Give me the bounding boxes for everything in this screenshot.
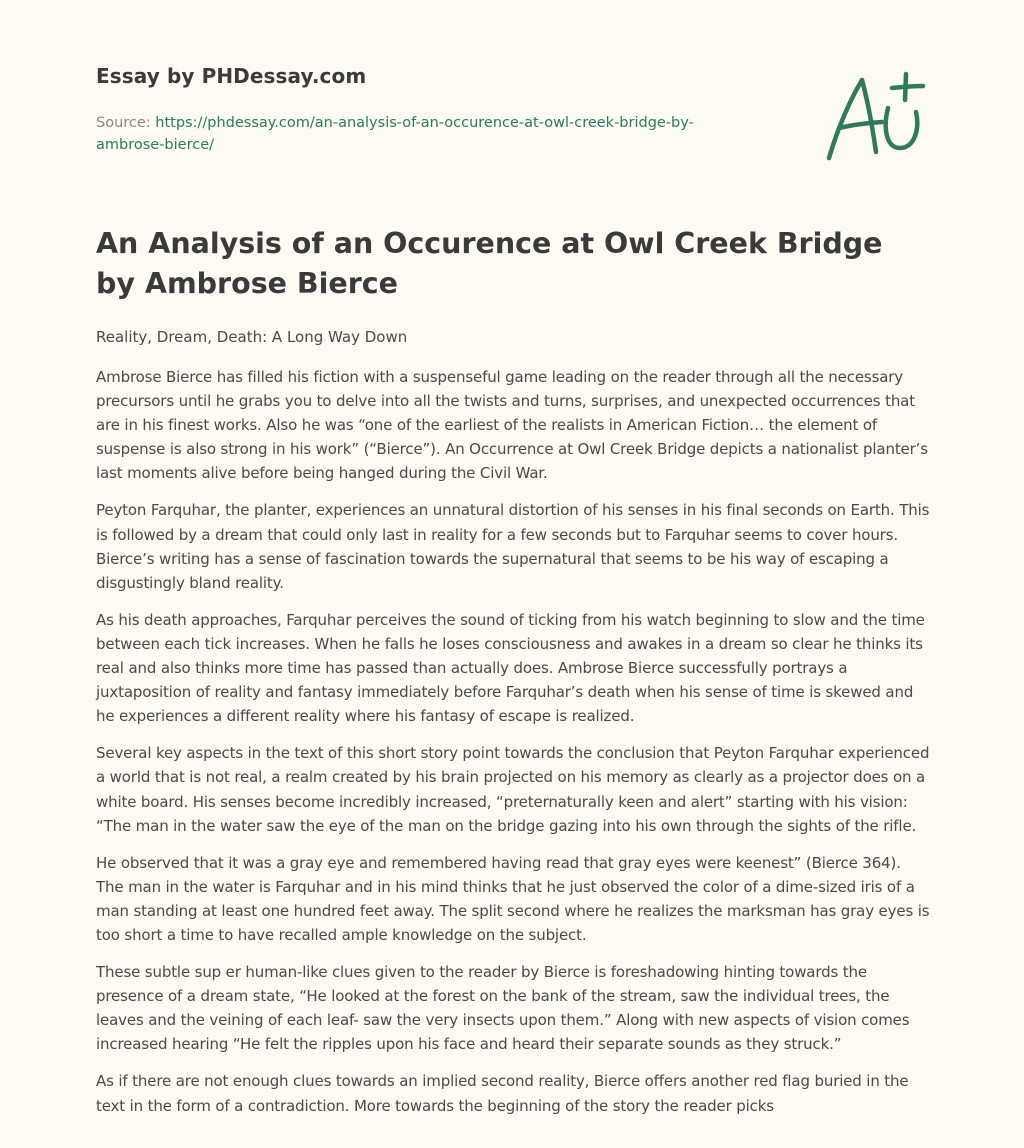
paragraph: These subtle sup er human-like clues given to the reader by Bierce is foreshadowing hinting towards the presence of a dream state, “He looked at the forest on the bank of the stream, saw the individual trees, the leaves and the veining of each leaf- saw the very insects upon them.” Along with new aspects of vision comes increased hearing “He felt the ripples upon his face and heard their separate sounds as they struck.” xyxy=(96,963,910,1054)
paragraph: He observed that it was a gray eye and remembered having read that gray eyes were keenest” (Bierce 364). The man in the water is Farquhar and in his mind thinks that he just observed the color of a dime-sized iris of a man standing at least one hundred feet away. The split second where he realizes the marksman has gray eyes is too short a time to have recalled ample knowledge on the subject. xyxy=(96,853,930,944)
paragraph: Ambrose Bierce has filled his fiction with a suspenseful game leading on the reader through all the necessary precursors until he grabs you to delve into all the twists and turns, surprises, and unexpected occurrences that are in his finest works. Also he was “one of the earliest of the realists in American Fiction… the element of suspense is also strong in his work” (“Bierce”). An Occurrence at Owl Creek Bridge depicts a nationalist planter’s last moments alive before being hanged during the Civil War. xyxy=(96,368,928,483)
source-label: Source: xyxy=(96,115,156,131)
paragraph: As his death approaches, Farquhar perceives the sound of ticking from his watch beginning to slow and the time between each tick increases. When he falls he loses consciousness and awakes in a dream so clear he thinks its real and also thinks more time has passed than actually does. Ambrose Bierce successfully portrays a juxtaposition of reality and fantasy immediately before Farquhar’s death when his sense of time is skewed and he experiences a different reality where his fantasy of escape is realized. xyxy=(96,610,925,726)
essay-title: An Analysis of an Occurence at Owl Creek Bridge by Ambrose Bierce xyxy=(96,227,883,300)
source-link[interactable]: https://phdessay.com/an-analysis-of-an-occurence-at-owl-creek-bridge-by-ambrose-bierce/ xyxy=(96,115,694,153)
paragraph: Several key aspects in the text of this short story point towards the conclusion that Peyton Farquhar experienced a world that is not real, a realm created by his brain projected on his memory as clearly as a projector does on a white board. His senses become incredibly increased, “preternaturally keen and alert” starting with his vision: “The man in the water saw the eye of the man on the bridge gazing into his own through the sights of the rifle. xyxy=(96,744,930,835)
essay-subtitle: Reality, Dream, Death: A Long Way Down xyxy=(96,328,408,346)
a-plus-icon xyxy=(822,68,928,166)
paragraph: As if there are not enough clues towards an implied second reality, Bierce offers another red flag buried in the text in the form of a contradiction. More towards the beginning of the story the reader picks xyxy=(96,1072,909,1115)
paragraph: Peyton Farquhar, the planter, experiences an unnatural distortion of his senses in his final seconds on Earth. This is followed by a dream that could only last in reality for a few seconds but to Farquhar seems to cover hours. Bierce’s writing has a sense of fascination towards the supernatural that seems to be his way of escaping a disgustingly bland reality. xyxy=(96,501,930,592)
essay-body xyxy=(96,365,932,1131)
source-line xyxy=(96,112,756,156)
site-title: Essay by PHDessay.com xyxy=(96,64,367,88)
